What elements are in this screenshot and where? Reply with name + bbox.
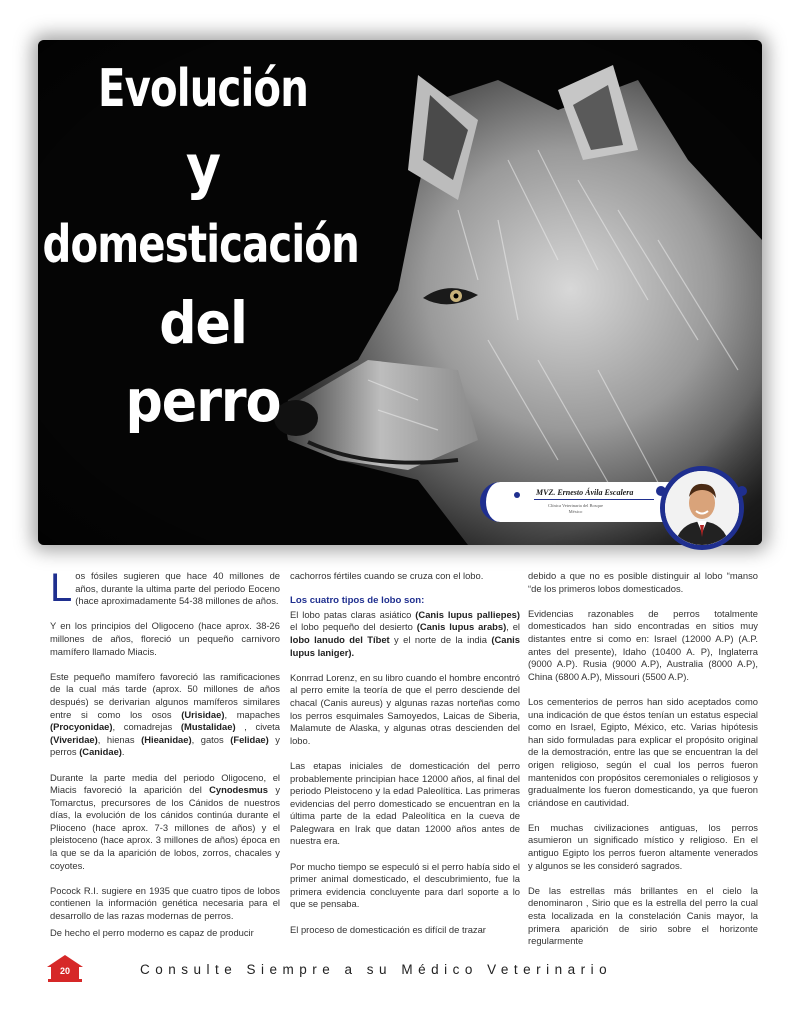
paragraph-text: , mapaches <box>224 708 280 720</box>
paragraph: De hecho el perro moderno es capaz de producir <box>50 926 254 938</box>
paragraph-text: y perros <box>50 733 280 758</box>
paragraph: En muchas civilizaciones antiguas, los perros asumieron un significado místico y religioso. En el antiguo Egipto los perros fueron altamente venerados y algunos se les consideró sagrados. <box>528 821 758 871</box>
page-number: 20 <box>59 966 70 976</box>
paragraph-text: y el norte de la india <box>389 633 492 645</box>
taxon-term: (Canis lupus arabs) <box>416 621 507 633</box>
paragraph-text: , gatos <box>191 733 231 745</box>
paragraph: De las estrellas más brillantes en el cielo la denominaron , Sirio que es la estrella del perro la cual esta localizada en la constelación Canis mayor, la primera aparición de sirio sobre el horizonte regularmente <box>528 884 758 947</box>
author-bullet-icon <box>514 492 520 498</box>
paragraph: El proceso de domesticación es difícil de trazar <box>290 923 486 935</box>
title-line-1: Evolución <box>98 59 308 119</box>
paragraph-text: , el <box>506 621 521 633</box>
article-column-3 <box>528 570 758 960</box>
author-avatar <box>660 466 744 550</box>
article-column-2 <box>290 570 520 949</box>
drop-cap: L <box>50 566 73 610</box>
taxon-term: (Felidae) <box>230 733 269 745</box>
paragraph: cachorros fértiles cuando se cruza con el lobo. <box>290 570 484 581</box>
taxon-term: lobo lanudo del Tíbet <box>290 633 390 645</box>
paragraph: Los cementerios de perros han sido aceptados como una indicación de que éstos tenían un estatus especial como en Israel, Egipto, México, etc. Varias hipótesis han sido formuladas para explicar el propósito original de la demostración, entre las que se encuentran la del origen religioso, según el cual los perros fueron mantenidos con propósitos ceremoniales o religiosos y gradualmente los fueron domesticando, ya que fueron criándose en cautividad. <box>528 695 758 808</box>
paragraph-text: el lobo pequeño del desierto <box>290 621 417 633</box>
paragraph: Evidencias razonables de perros totalmente domesticados han sido encontradas en sitios muy distantes entre si como en: Israel (12000 A.P) (A.P. antes del presente), Idaho (10400 A. P), Inglaterra (9000 A.P). Rusia (9000 A.P), Australia (8000 A.P), China (6800 A.P), Missouri (5500 A.P). <box>528 607 758 682</box>
section-subheading: Los cuatro tipos de lobo son: <box>290 595 425 607</box>
footer-tagline: Consulte Siempre a su Médico Veterinario <box>140 962 613 977</box>
taxon-term: (Canis lupus laniger). <box>290 633 520 658</box>
person-portrait-icon <box>665 471 739 545</box>
paragraph <box>50 671 280 759</box>
title-line-3: domesticación <box>42 215 359 275</box>
paragraph-text: , hienas <box>97 733 142 745</box>
taxon-term: (Procyonidae) <box>50 721 113 733</box>
article-column-1 <box>50 566 281 952</box>
taxon-term: (Hieanidae) <box>141 733 192 745</box>
paragraph-text: El lobo patas claras asiático <box>290 608 416 620</box>
author-name: MVZ. Ernesto Ávila Escalera <box>536 488 634 497</box>
author-divider <box>534 499 654 500</box>
paragraph <box>290 609 520 659</box>
title-line-5: perro <box>125 367 281 435</box>
paragraph-text: os fósiles sugieren que hace 40 millones de años, durante la ultima parte del periodo Eoceno (hace aproximadamente 54-38 millones de años. <box>75 570 280 607</box>
paragraph <box>50 772 280 873</box>
paragraph-text: Durante la parte media del periodo Oligoceno, el Miacis favoreció la aparición del <box>50 771 280 796</box>
taxon-term: Cynodesmus <box>209 784 268 796</box>
paragraph-text: . <box>121 746 125 758</box>
author-affiliation-line-1: Clínica Veterinaria del Bosque <box>548 503 604 508</box>
paragraph-text: Este pequeño mamífero favoreció las ramificaciones de la cual más tarde (aprox. 50 millones de años después) se derivarian algunos mamíferos similares entre si como los osos <box>50 670 280 720</box>
paragraph: Las etapas iniciales de domesticación del perro probablemente principian hace 12000 años, al final del periodo Pleistoceno y la edad Paleolítica. Las primeras evidencias del perro domesticado se encuentran en la última parte de la edad Paleolítica en la cueva de Palegwara en Irak que datan 12000 años antes de nuestra era. <box>290 759 520 847</box>
taxon-term: (Canis lupus palliepes) <box>415 608 520 620</box>
taxon-term: (Canidae) <box>79 746 122 758</box>
paragraph: Por mucho tiempo se especuló si el perro había sido el primer animal domesticado, el descubrimiento, fue la primera evidencia concluyente para darl soporte a lo que se pensaba. <box>290 860 520 910</box>
paragraph: Konrrad Lorenz, en su libro cuando el hombre encontró al perro emite la teoría de que el perro desciende del chacal (Canis aureus) y algunas razas norteñas como los perros esquimales Samoyedos, Laicas de Siberia, Malamute de Alaska, y algunas otras descienden del lobo. <box>290 671 520 746</box>
taxon-term: (Viveridae) <box>50 733 98 745</box>
taxon-term: (Urisidae) <box>181 708 225 720</box>
paragraph-text: , civeta <box>235 721 280 733</box>
paragraph: Y en los principios del Oligoceno (hace aprox. 38-26 millones de años, floreció un pequeño carnivoro mamífero llamado Miacis. <box>50 620 280 657</box>
hero-image <box>38 40 762 545</box>
article-title <box>38 50 368 440</box>
author-affiliation-line-2: México <box>568 509 583 514</box>
paragraph: debido a que no es posible distinguir al lobo “manso “de los primeros lobos domesticados. <box>528 570 758 594</box>
paragraph: Pocock R.I. sugiere en 1935 que cuatro tipos de lobos contienen la información genética necesaria para el desarrollo de las razas modernas de perros. <box>50 884 280 922</box>
title-line-4: del <box>159 289 247 357</box>
author-affiliation <box>548 503 603 515</box>
title-line-2: y <box>185 132 221 202</box>
taxon-term: (Mustalidae) <box>180 721 236 733</box>
paragraph <box>50 566 280 610</box>
paragraph-text: y Tomarctus, precursores de los Cánidos de nuestros días, la evolución de los cánidos continúa durante el Plioceno (hace aprox. 7-3 millones de años) y el pleistoceno (hace aprox. 3 millones de años) época en la que se da la aparición de lobos, zorros, chacales y coyotes. <box>50 784 281 871</box>
paragraph-text: , comadrejas <box>112 721 181 733</box>
